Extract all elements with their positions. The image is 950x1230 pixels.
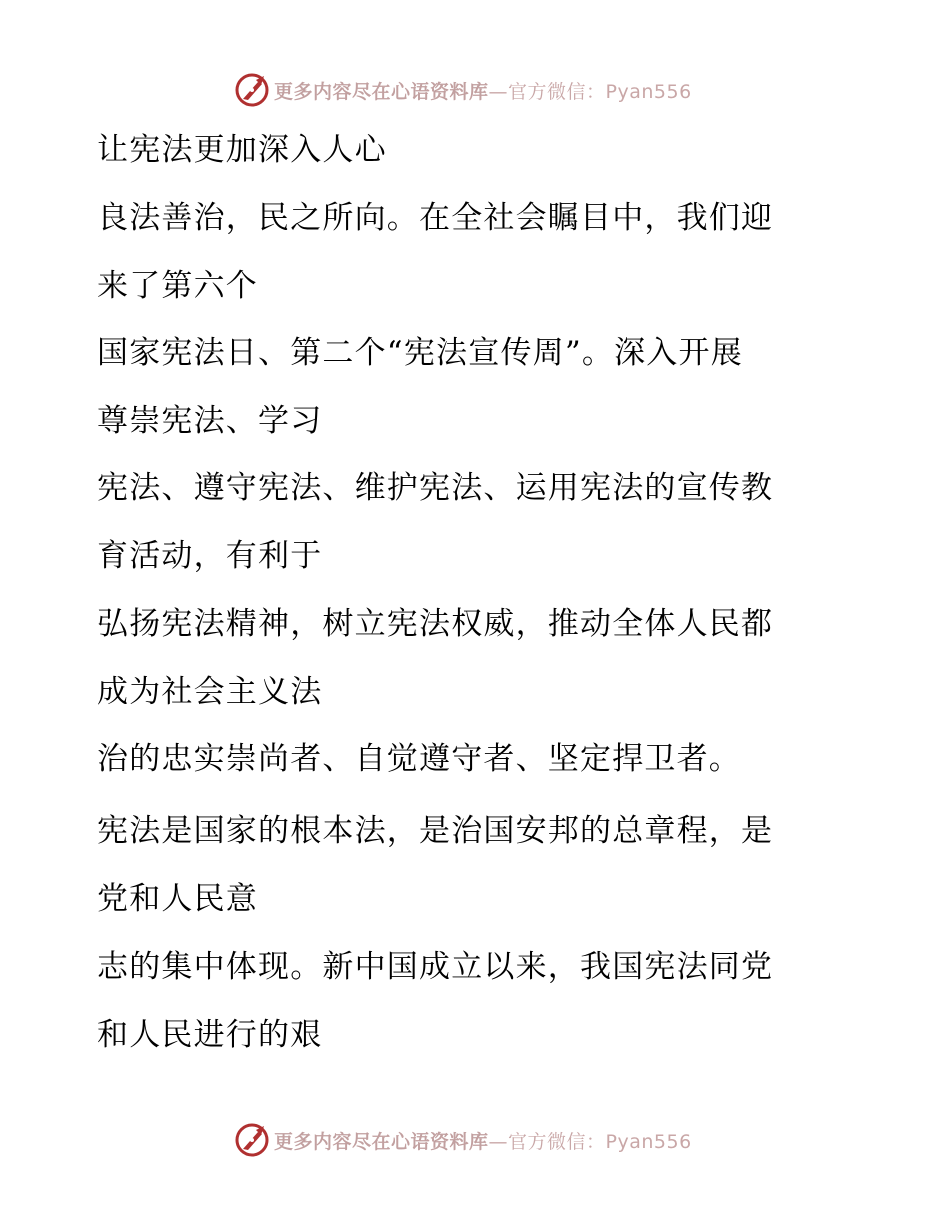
banner-wechat-label: 官方微信：	[508, 1130, 606, 1153]
paragraph-line: 尊崇宪法、学习	[97, 402, 323, 439]
document-title: 让宪法更加深入人心	[97, 131, 387, 168]
banner-wechat-id: Pyan556	[605, 1130, 692, 1153]
paragraph-line: 良法善治，民之所向。在全社会瞩目中，我们迎	[97, 199, 774, 236]
banner-site-text: 更多内容尽在心语资料库	[274, 1130, 489, 1153]
paragraph-line: 来了第六个	[97, 267, 258, 304]
document-body	[97, 118, 837, 1066]
header-banner	[234, 70, 692, 110]
paragraph-line: 育活动，有利于	[97, 537, 323, 574]
paragraph-line: 成为社会主义法	[97, 673, 323, 710]
banner-wechat-id: Pyan556	[605, 80, 692, 103]
paragraph-line: 宪法、遵守宪法、维护宪法、运用宪法的宣传教	[97, 470, 774, 506]
banner-site-text: 更多内容尽在心语资料库	[274, 80, 489, 103]
paragraph-line: 和人民进行的艰	[97, 1016, 323, 1053]
quill-logo-icon	[234, 1122, 270, 1158]
footer-banner	[234, 1120, 692, 1160]
banner-dash: —	[488, 1130, 509, 1153]
banner-dash: —	[488, 80, 509, 103]
paragraph-line: 党和人民意	[97, 880, 258, 917]
paragraph-line: 志的集中体现。新中国成立以来，我国宪法同党	[97, 948, 774, 985]
paragraph-line: 弘扬宪法精神，树立宪法权威，推动全体人民都	[97, 605, 774, 642]
paragraph-line: 宪法是国家的根本法，是治国安邦的总章程，是	[97, 813, 774, 849]
paragraph-line: 治的忠实崇尚者、自觉遵守者、坚定捍卫者。	[97, 741, 741, 777]
paragraph-line: 国家宪法日、第二个“宪法宣传周”。深入开展	[97, 335, 743, 371]
banner-wechat-label: 官方微信：	[508, 80, 606, 103]
quill-logo-icon	[234, 72, 270, 108]
